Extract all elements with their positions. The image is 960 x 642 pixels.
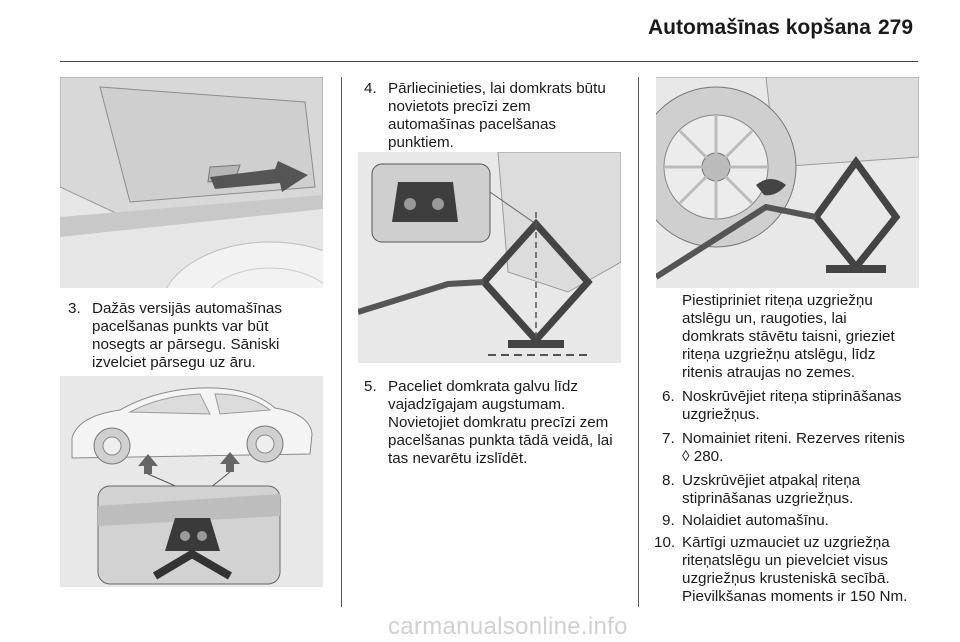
- step-8: [662, 472, 927, 508]
- figure-jack-positioning: [358, 152, 621, 363]
- step-number: 6.: [662, 388, 675, 405]
- figure-car-jacking-points: [60, 376, 323, 587]
- step-6: [662, 388, 927, 424]
- step-line: tas nevarētu izslīdēt.: [388, 450, 528, 467]
- step-5: [364, 378, 632, 468]
- figure-wheel-lifting: [656, 77, 919, 288]
- watermark: carmanualsonline.info: [388, 613, 628, 640]
- para-line: riteņa uzgriežņu atslēgu, līdz: [682, 346, 876, 363]
- step-line: stiprināšanas uzgriežņus.: [682, 490, 854, 507]
- step-line: pacelšanas punkts var būt: [92, 318, 269, 335]
- step-line: izvelciet pārsegu uz āru.: [92, 354, 256, 371]
- step-9: [662, 512, 927, 530]
- step-10: [654, 534, 926, 606]
- step-number: 9.: [662, 512, 675, 529]
- figure-underbody-cover: [60, 77, 323, 288]
- step-line: riteņatslēgu un pievelciet visus: [682, 552, 888, 569]
- step-number: 4.: [364, 80, 377, 97]
- step-line: uzgriežņus.: [682, 406, 760, 423]
- page-reference: 280.: [693, 448, 724, 465]
- step-number: 7.: [662, 430, 675, 447]
- step-line: nosegts ar pārsegu. Sāniski: [92, 336, 280, 353]
- step-line: Nolaidiet automašīnu.: [682, 512, 829, 529]
- column-divider-2: [638, 77, 639, 607]
- page-title: Automašīnas kopšana: [648, 16, 871, 39]
- page-number: 279: [878, 16, 914, 39]
- step-7: [662, 430, 927, 466]
- reference-arrow-icon: ◊: [682, 448, 690, 465]
- step-line: Pievilkšanas moments ir 150 Nm.: [682, 588, 908, 605]
- step-number: 5.: [364, 378, 377, 395]
- step-line: Pārliecinieties, lai domkrats būtu: [388, 80, 606, 97]
- step-line: Kārtīgi uzmauciet uz uzgriežņa: [682, 534, 890, 551]
- step-line: Noskrūvējiet riteņa stiprināšanas: [682, 388, 902, 405]
- intro-paragraph: [682, 292, 922, 382]
- step-line: Novietojiet domkratu precīzi zem: [388, 414, 609, 431]
- step-line: Uzskrūvējiet atpakaļ riteņa: [682, 472, 861, 489]
- step-line: punktiem.: [388, 134, 454, 151]
- step-3: [68, 300, 328, 372]
- step-line: Nomainiet riteni. Rezerves ritenis: [682, 430, 905, 447]
- step-4: [364, 80, 629, 152]
- para-line: domkrats stāvētu taisni, grieziet: [682, 328, 895, 345]
- header-divider: [60, 61, 918, 62]
- para-line: atslēgu un, raugoties, lai: [682, 310, 847, 327]
- step-number: 3.: [68, 300, 81, 317]
- step-number: 8.: [662, 472, 675, 489]
- step-line: Paceliet domkrata galvu līdz: [388, 378, 578, 395]
- step-line: vajadzīgajam augstumam.: [388, 396, 566, 413]
- step-line: pacelšanas punkta tādā veidā, lai: [388, 432, 613, 449]
- para-line: ritenis atraujas no zemes.: [682, 364, 856, 381]
- column-divider-1: [341, 77, 342, 607]
- step-line: uzgriežņus krusteniskā secībā.: [682, 570, 890, 587]
- step-line: novietots precīzi zem: [388, 98, 531, 115]
- para-line: Piestipriniet riteņa uzgriežņu: [682, 292, 873, 309]
- step-line: Dažās versijās automašīnas: [92, 300, 282, 317]
- step-line: automašīnas pacelšanas: [388, 116, 557, 133]
- step-number: 10.: [654, 534, 676, 551]
